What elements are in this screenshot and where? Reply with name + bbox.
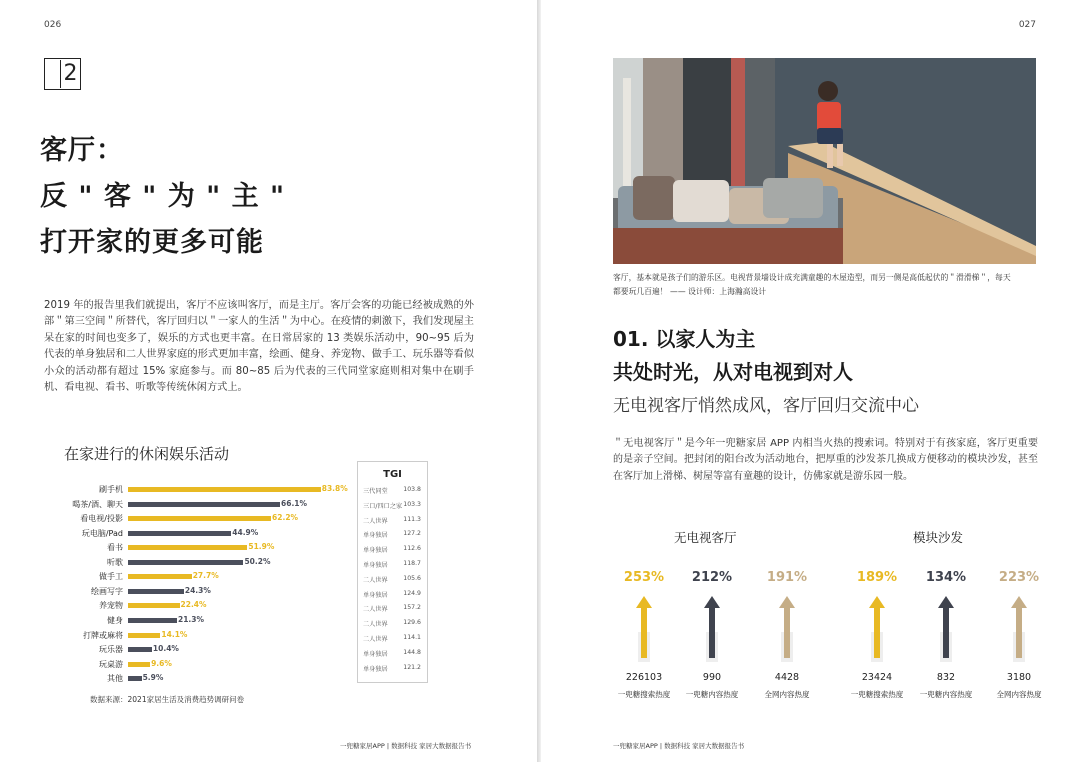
tgi-row [358, 664, 427, 679]
living-room-photo [613, 58, 1036, 264]
stat-count: 226103 [625, 672, 663, 683]
tgi-group: 单身独居 [363, 532, 388, 540]
bar-value-label: 5.9% [142, 673, 164, 683]
page-number-right: 027 [1018, 20, 1036, 30]
tgi-row [358, 516, 427, 531]
title-line-1: 客厅： [40, 135, 124, 166]
page-number-left: 026 [44, 20, 62, 30]
up-arrow-icon [1011, 596, 1027, 662]
bar-value-label: 27.7% [192, 571, 219, 581]
tgi-row [358, 619, 427, 634]
bar-category-label: 玩电脑/Pad [81, 528, 123, 538]
bar-value-label: 24.3% [184, 585, 211, 595]
stat-metric-label: 一兜糖内容热度 [919, 690, 973, 699]
bar [128, 603, 180, 608]
tgi-row [358, 634, 427, 649]
section-paragraph: ＂无电视客厅＂是今年一兜糖家居 APP 内相当火热的搜索词。特别对于有孩家庭，客厅更重要的是亲子空间。把封闭的阳台改为活动地台，把厚重的沙发茶几换成方便移动的模块沙发，甚至在客厅加上滑梯、树屋等富有童趣的设计，仿佛家就是游乐园一般。 [613, 438, 1038, 482]
bar-category-label: 玩乐器 [99, 645, 123, 655]
tgi-value: 103.3 [403, 500, 421, 508]
tgi-group: 单身独居 [363, 665, 388, 673]
growth-percent: 134% [925, 570, 967, 585]
tgi-row [358, 486, 427, 501]
tgi-value: 105.6 [403, 574, 421, 582]
bar [128, 545, 247, 550]
tgi-row [358, 575, 427, 590]
bar [128, 487, 321, 492]
bar-category-label: 其他 [107, 674, 123, 684]
photo-caption [613, 271, 1038, 299]
tgi-value: 129.6 [403, 619, 421, 627]
bar-category-label: 打牌或麻将 [83, 630, 123, 640]
up-arrow-icon [636, 596, 652, 662]
growth-percent: 189% [856, 570, 898, 585]
bar [128, 516, 271, 521]
bar-value-label: 50.2% [244, 556, 271, 566]
bar-category-label: 绘画写字 [91, 586, 123, 596]
title-line-3: 打开家的更多可能 [40, 227, 264, 258]
bar-value-label: 14.1% [161, 629, 188, 639]
heading-tagline: 无电视客厅悄然成风，客厅回归交流中心 [613, 396, 919, 416]
bar-category-label: 喝茶/酒、聊天 [72, 499, 123, 509]
tgi-group: 二人世界 [363, 621, 388, 629]
tgi-value: 112.6 [403, 545, 421, 553]
bar-category-label: 健身 [107, 615, 123, 625]
growth-percent: 223% [998, 570, 1040, 585]
stat-count: 3180 [1006, 672, 1032, 683]
tgi-value: 157.2 [403, 604, 421, 612]
bar-value-label: 66.1% [281, 498, 308, 508]
photo-illustration [613, 58, 1036, 264]
bar-value-label: 10.4% [152, 644, 179, 654]
bar [128, 662, 150, 667]
chart-title: 在家进行的休闲娱乐活动 [64, 445, 230, 463]
tgi-group: 三口/四口之家 [363, 502, 403, 510]
section-number: 2 [60, 60, 80, 88]
stat-metric-label: 全网内容热度 [764, 690, 810, 699]
tgi-value: 111.3 [403, 515, 421, 523]
up-arrow-icon [938, 596, 954, 662]
stat-metric-label: 一兜糖搜索热度 [850, 690, 904, 699]
tgi-title: TGI [383, 469, 402, 480]
bar [128, 647, 152, 652]
bar-value-label: 9.6% [151, 658, 172, 668]
tgi-value: 103.8 [403, 486, 421, 493]
heading-subtitle: 共处时光，从对电视到对人 [613, 360, 853, 384]
tgi-group: 二人世界 [363, 636, 388, 643]
bar-value-label: 83.8% [321, 484, 348, 493]
tgi-row [358, 501, 427, 516]
up-arrow-icon [869, 596, 885, 662]
up-arrow-icon [779, 596, 795, 662]
bar-value-label: 22.4% [180, 600, 207, 610]
bar-category-label: 刷手机 [99, 485, 123, 494]
growth-percent: 253% [623, 570, 665, 585]
tgi-value: 121.2 [403, 663, 421, 671]
tgi-value: 114.1 [403, 634, 421, 641]
bar-category-label: 做手工 [99, 572, 123, 582]
section-number-box [44, 58, 81, 90]
right-page [541, 0, 1080, 762]
bar-category-label: 听歌 [107, 557, 123, 567]
tgi-group: 二人世界 [363, 576, 388, 584]
tgi-group: 二人世界 [363, 517, 388, 525]
tgi-value: 127.2 [403, 530, 421, 538]
stat-count: 832 [936, 672, 956, 683]
bar [128, 618, 177, 623]
bar [128, 589, 184, 594]
bar-category-label: 看电视/投影 [80, 514, 123, 524]
chart-source: 数据来源：2021家居生活及消费趋势调研问卷 [90, 695, 245, 704]
stats-group-title: 模块沙发 [913, 530, 964, 545]
bar [128, 633, 160, 638]
bar-category-label: 玩桌游 [99, 659, 123, 669]
bar [128, 502, 280, 507]
tgi-group: 三代同堂 [363, 488, 388, 495]
tgi-row [358, 545, 427, 560]
stat-metric-label: 一兜糖搜索热度 [617, 690, 671, 699]
stat-count: 23424 [861, 672, 893, 683]
tgi-group: 单身独居 [363, 591, 388, 599]
tgi-table [357, 461, 428, 683]
growth-percent: 191% [766, 570, 808, 585]
footer-left: 一兜糖家居APP | 数据科技 家居大数据报告书 [340, 742, 472, 750]
stat-metric-label: 全网内容热度 [996, 690, 1042, 699]
footer-right: 一兜糖家居APP | 数据科技 家居大数据报告书 [613, 742, 745, 750]
caption-line-2: 都要玩几百遍！ —— 设计师：上海瀚高设计 [613, 287, 767, 296]
tgi-row [358, 560, 427, 575]
stat-count: 4428 [774, 672, 800, 683]
bar [128, 574, 192, 579]
intro-paragraph: 2019 年的报告里我们就提出，客厅不应该叫客厅，而是主厅。客厅会客的功能已经被成熟的外部＂第三空间＂所替代，客厅回归以＂一家人的生活＂为中心。在疫情的刺激下，我们发现屋主呆在家的时间也变多了，娱乐的方式也更丰富。在日常居家的 13 类娱乐活动中，90~95 后为代表的单身独居和二人世界家庭的形式更加丰富，绘画、健身、养宠物、做手工、玩乐器等看似小众的活动都有超过 15% 家庭参与。而 80~85 后为代表的三代同堂家庭则相对集中在刷手机、看电视、看书、听歌等传统休闲方式上。 [44, 300, 474, 394]
tgi-group: 二人世界 [363, 606, 388, 614]
stats-group-title: 无电视客厅 [674, 530, 737, 545]
bar [128, 676, 142, 681]
bar-category-label: 看书 [107, 543, 123, 553]
tgi-value: 124.9 [403, 589, 421, 597]
bar [128, 560, 243, 565]
up-arrow-icon [704, 596, 720, 662]
bar [128, 531, 231, 536]
growth-percent: 212% [691, 570, 733, 585]
bar-value-label: 21.3% [177, 614, 205, 624]
tgi-value: 118.7 [403, 560, 421, 567]
left-page [0, 0, 537, 762]
tgi-row [358, 604, 427, 619]
tgi-row [358, 649, 427, 664]
heading-01: 01. 以家人为主 [613, 327, 756, 351]
caption-line-1: 客厅，基本就是孩子们的游乐区。电视背景墙设计成充满童趣的木屋造型，而另一侧是高低起伏的＂滑滑梯＂，每天 [613, 273, 1011, 282]
tgi-row [358, 590, 427, 605]
title-line-2: 反 " 客 " 为 " 主 " [40, 181, 286, 212]
bar-value-label: 62.2% [272, 513, 299, 523]
tgi-row [358, 530, 427, 545]
stat-count: 990 [702, 672, 722, 683]
tgi-group: 单身独居 [363, 650, 388, 658]
tgi-group: 单身独居 [363, 562, 388, 569]
bar-value-label: 51.9% [248, 542, 275, 552]
tgi-group: 单身独居 [363, 547, 388, 555]
bar-category-label: 养宠物 [99, 601, 123, 611]
tgi-value: 144.8 [403, 648, 421, 656]
bar-value-label: 44.9% [232, 527, 259, 537]
stat-metric-label: 一兜糖内容热度 [685, 690, 739, 699]
